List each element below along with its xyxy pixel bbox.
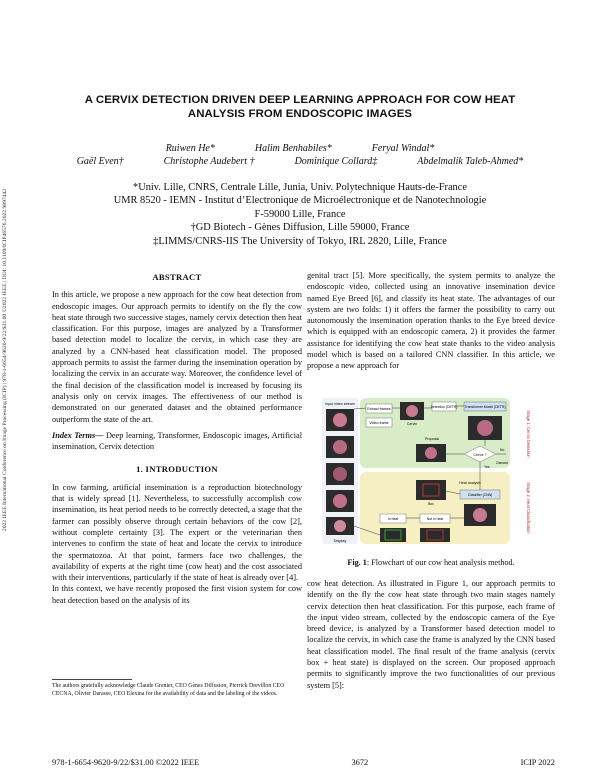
page-number: 3672 xyxy=(351,758,369,767)
affiliation-line: UMR 8520 - IEMN - Institut d’Electronique de Microélectronique et de Nanotechnologie xyxy=(113,195,487,207)
input-frame-image xyxy=(333,413,347,427)
author-name: Dominique Collard‡ xyxy=(294,156,378,167)
heat-analysis-label: Heat analysis xyxy=(459,481,481,485)
author-name: Abdelmalik Taleb-Ahmed* xyxy=(417,156,524,167)
index-terms-text: Deep learning, Transformer, Endoscopic images, Artificial insemination, Cervix detection xyxy=(52,430,302,452)
video-frame-label: Video frame xyxy=(369,421,389,425)
stage2-label: Stage 2: Heat Classification xyxy=(526,482,531,534)
footnote-rule xyxy=(52,679,132,680)
author-name: Christophe Audebert † xyxy=(163,156,255,167)
right-paragraph-2: cow heat detection. As illustrated in Figure 1, our approach permits to identify on the fly the cow heat state through two main stages namely cervix detection then heat classification. For this purpose, each frame of the input video stream, collected by the endoscopic camera of the Eye breed device, is analyzed by a Transformer based detection model to localize the cervix, in which case the frame is analyzed by the CNN based heat classification model. The final result of the frame analysis (cervix box + heat state) is displayed on the screen. Our proposed approach permits to significantly improve the two functionalities of our previous system [5]: xyxy=(307,579,555,690)
affiliation-line: ‡LIMMS/CNRS-IIS The University of Tokyo, IRL 2820, Lille, France xyxy=(153,235,447,247)
input-frame-image xyxy=(333,440,347,454)
footer-copyright: 978-1-6654-9620-9/22/$31.00 ©2022 IEEE xyxy=(52,758,200,767)
author-row-1 xyxy=(40,142,560,155)
no-label: No xyxy=(500,448,505,452)
intro-paragraph-1: In cow farming, artificial insemination is a reproduction biotechnology that is widely spread [1]. Nevertheless, to successfully accomplish cow insemination, its heat period needs to be correctly detected, a stage that the farmer can possibly observe through certain behaviors of the cow [2], without complete certainty [3]. The expert or the veterinarian then intervenes to confirm the state of heat and locate the cervix to introduce the spermatozoa. At that point, farmers face two challenges, the availability of experts at the right time (cow heat) and the cost associated with their interventions, particularly if the state of heat is already over [4]. xyxy=(52,482,302,583)
author-list xyxy=(40,142,560,168)
right-column-lower xyxy=(307,578,555,691)
author-name: Feryal Windal* xyxy=(371,143,435,154)
caption-text: : Flowchart of our cow heat analysis method. xyxy=(366,558,515,567)
stage1-label: Stage 1: Cervix Detection xyxy=(526,410,531,458)
detect-label: Detection (DETR) xyxy=(430,405,458,409)
caption-label: Fig. 1 xyxy=(347,558,367,567)
proposal-label: Proposal xyxy=(424,437,440,441)
footnote: The authors gratefully acknowledge Claude Grenier, CEO Gènes Diffusion, Pierrick Drevillon CEO CECNA, Olivier Darasse, CEO Elexina for the availability of data and the labeling of the videos. xyxy=(52,683,285,697)
paper-title xyxy=(40,93,560,121)
side-doi-text: 2022 IEEE International Conference on Image Processing (ICIP) | 978-1-6654-9620-9/22/$31.00 ©2022 IEEE | DOI: 10.1109/ICIP46576.2022.9897442 xyxy=(2,188,8,532)
input-frame-image xyxy=(333,467,347,481)
affiliation-line: †GD Biotech - Gènes Diffusion, Lille 59000, France xyxy=(190,222,410,234)
cnn-label: Classifier (CNN) xyxy=(467,493,493,497)
figure-caption xyxy=(307,558,555,567)
intro-heading: 1. INTRODUCTION xyxy=(136,464,218,475)
affiliation-line: F-59000 Lille, France xyxy=(254,208,346,220)
cervix-question: Cervix ? xyxy=(473,453,487,457)
abstract-text: In this article, we propose a new approach for the cow heat detection from endoscopic images. Our approach permits to identify on the fly the cow heat state through two successive stages, namely cervix detection then heat classification. For this purpose, images are analyzed by a Transformer based detection model to localize the cervix, in which case they are analyzed by a CNN-based heat classification model. The proposed approach permits to assist the farmer during the insemination operation by localizing the cervix in an accurate way. Moreover, the confidence level of the final decision of the classification model is increased by focusing its analysis only on cervix images. The effectiveness of our method is demonstrated on our generated dataset and the obtained performance outperform the state of the art. xyxy=(52,290,302,424)
author-name: Halim Benhabiles* xyxy=(254,143,332,154)
affiliations xyxy=(40,181,560,248)
yes-label: Yes xyxy=(484,465,490,469)
title-line-1: A CERVIX DETECTION DRIVEN DEEP LEARNING APPROACH FOR COW HEAT xyxy=(84,94,516,106)
not-heat-label: Not in heat xyxy=(426,517,444,521)
proposal-thumbnail-image xyxy=(425,447,437,459)
input-frame-image xyxy=(333,494,347,508)
intro-paragraph-2: In this context, we have recently proposed the first vision system for cow heat detection based on the analysis of its xyxy=(52,584,302,605)
detr-thumbnail-image xyxy=(477,420,493,436)
page-footer xyxy=(52,758,555,767)
frame-thumbnail-image xyxy=(406,405,418,417)
display-frame-image xyxy=(334,520,346,532)
index-terms xyxy=(52,430,302,453)
display-label: Display xyxy=(333,539,347,543)
input-label: Input video stream xyxy=(325,402,355,406)
in-heat-label: In heat xyxy=(387,517,399,521)
right-column xyxy=(307,270,555,372)
cnn-thumbnail-image xyxy=(473,508,487,522)
affiliation-line: *Univ. Lille, CNRS, Centrale Lille, Junia, Univ. Polytechnique Hauts-de-France xyxy=(133,182,467,193)
title-line-2: ANALYSIS FROM ENDOSCOPIC IMAGES xyxy=(187,108,413,120)
transformer-label: Transformer Model (DETR) xyxy=(464,405,506,409)
author-name: Ruiwen He* xyxy=(165,143,215,154)
author-name: Gaël Even† xyxy=(76,156,124,167)
box-label: Box xyxy=(428,502,434,506)
index-terms-label: Index Terms— xyxy=(52,430,104,440)
abstract-heading: ABSTRACT xyxy=(152,272,202,282)
left-column xyxy=(52,272,302,606)
author-row-2 xyxy=(40,155,560,168)
right-paragraph-1: genital tract [5]. More specifically, the system permits to analyze the endoscopic video, collected using an innovative insemination device named Eye Breed [6], and classify its heat state. The advantages of our system are two folds: 1) it offers the farmer the possibility to carry out autonomously the insemination operation thanks to the Eye breed device which is equipped with an endoscopic camera, 2) it provides the farmer assistance for identifying the cow heat state thanks to the video analysis model which is based on a tailored CNN classifier. In this article, we propose a new approach for xyxy=(307,271,555,371)
extract-label: Extract frames xyxy=(367,407,391,411)
discard-label: Discard xyxy=(496,461,508,465)
box-thumbnail xyxy=(416,480,446,500)
flowchart-figure xyxy=(320,396,544,546)
cervix-label: Cervix xyxy=(406,422,418,426)
side-margin-doi xyxy=(2,140,14,580)
footer-conference: ICIP 2022 xyxy=(520,758,555,767)
